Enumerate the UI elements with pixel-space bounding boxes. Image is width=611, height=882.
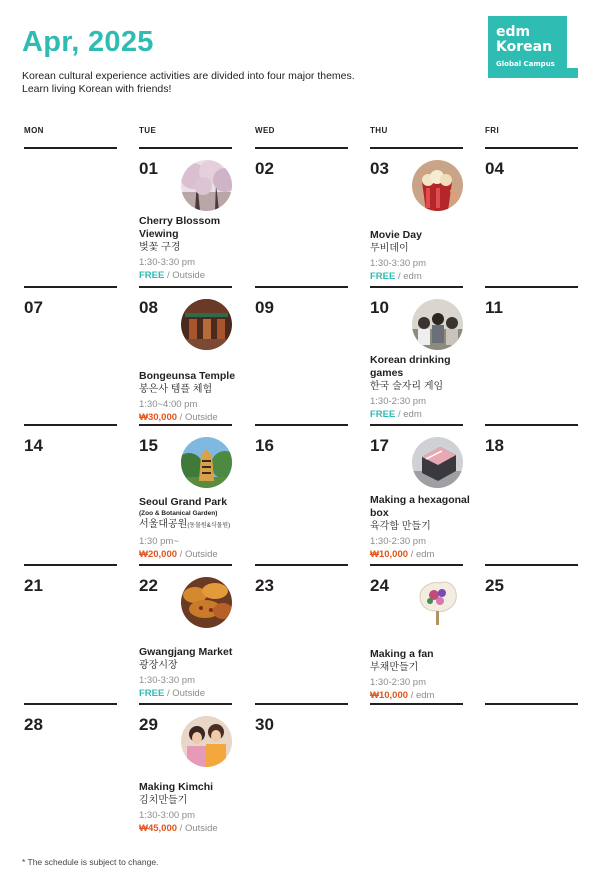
activity-title-korean	[139, 518, 240, 533]
calendar-cell-14	[24, 424, 117, 562]
calendar-cell-15	[139, 424, 232, 562]
activity-price	[370, 408, 471, 421]
day-number: 02	[255, 159, 274, 178]
calendar-cell-16	[255, 424, 348, 562]
price-value: ₩30,000	[139, 412, 178, 423]
day-number: 24	[370, 576, 389, 595]
activity	[370, 354, 471, 421]
calendar-cell-11	[485, 286, 578, 424]
brand-logo	[488, 16, 567, 68]
day-number: 03	[370, 159, 389, 178]
activity	[139, 496, 240, 561]
day-number: 15	[139, 436, 158, 455]
activity	[139, 781, 240, 835]
intro-line-2: Learn living Korean with friends!	[22, 83, 172, 95]
activity-title: Making a hexagonal box	[370, 494, 470, 519]
calendar-cell-07	[24, 286, 117, 424]
activity-price	[370, 548, 471, 561]
price-value: FREE	[370, 271, 396, 282]
temple-photo	[181, 299, 232, 350]
activity-price	[139, 269, 240, 282]
kimchi-photo	[181, 716, 232, 767]
day-number: 01	[139, 159, 158, 178]
activity	[139, 370, 240, 424]
activity-title: Bongeunsa Temple	[139, 370, 236, 382]
footnote: * The schedule is subject to change.	[22, 857, 159, 867]
day-number: 16	[255, 436, 274, 455]
activity-title: Making a fan	[370, 648, 434, 660]
fan-photo	[412, 577, 463, 628]
day-number: 08	[139, 298, 158, 317]
activity-price	[139, 687, 240, 700]
calendar-cell-24	[370, 564, 463, 702]
activity-price	[139, 822, 240, 835]
page-title: Apr, 2025	[22, 26, 154, 58]
activity-title: Gwangjang Market	[139, 646, 233, 658]
activity-location: / Outside	[164, 270, 206, 281]
day-number: 28	[24, 715, 43, 734]
weekday-thu: THU	[370, 126, 388, 135]
activity	[370, 648, 471, 702]
intro-text	[22, 70, 355, 96]
activity-location: / Outside	[177, 549, 218, 560]
activity	[139, 646, 240, 700]
day-number: 21	[24, 576, 43, 595]
day-number: 29	[139, 715, 158, 734]
calendar-cell-09	[255, 286, 348, 424]
activity-title-korean-note: (동물원&식물원)	[187, 523, 231, 529]
activity-time: 1:30-2:30 pm	[370, 396, 426, 407]
drinking-games-photo	[412, 299, 463, 350]
day-number: 25	[485, 576, 504, 595]
weekday-mon: MON	[24, 126, 44, 135]
activity-title-korean: 김치만들기	[139, 795, 188, 806]
popcorn-photo	[412, 160, 463, 211]
activity-time: 1:30-3:30 pm	[139, 675, 195, 686]
logo-line-2: Korean	[496, 39, 553, 55]
calendar-cell-02	[255, 147, 348, 285]
activity-time: 1:30-3:30 pm	[139, 257, 195, 268]
hexagonal-box-photo	[412, 437, 463, 488]
activity-location: / Outside	[164, 688, 206, 699]
calendar-cell-29	[139, 703, 232, 841]
activity-title: Making Kimchi	[139, 781, 214, 793]
activity-price	[139, 548, 240, 561]
activity-title-korean: 부채만들기	[370, 662, 419, 673]
calendar-cell-empty	[370, 703, 463, 841]
activity-location: / edm	[395, 271, 422, 282]
activity-time: 1:30-2:30 pm	[370, 677, 426, 688]
activity-title-korean-main: 서울대공원	[139, 519, 188, 530]
tiger-statue-photo	[181, 437, 232, 488]
day-number: 14	[24, 436, 43, 455]
day-number: 18	[485, 436, 504, 455]
logo-line-1: edm	[496, 24, 531, 40]
calendar-cell-28	[24, 703, 117, 841]
logo-line-3: Global Campus	[496, 60, 555, 68]
activity-title: Seoul Grand Park	[139, 496, 228, 508]
calendar-cell-25	[485, 564, 578, 702]
activity-title: Movie Day	[370, 229, 422, 241]
activity-title-korean: 벚꽃 구경	[139, 242, 181, 253]
activity-price	[139, 411, 240, 424]
calendar-cell-01	[139, 147, 232, 285]
price-value: FREE	[139, 270, 165, 281]
activity-price	[370, 270, 471, 283]
price-value: ₩10,000	[370, 690, 409, 701]
activity-time: 1:30 pm~	[139, 536, 179, 547]
activity-location: / Outside	[177, 823, 218, 834]
calendar-cell-empty	[485, 703, 578, 841]
calendar-cell-04	[485, 147, 578, 285]
activity-location: / edm	[395, 409, 422, 420]
activity	[370, 229, 471, 283]
activity	[139, 215, 240, 282]
calendar-cell-30	[255, 703, 348, 841]
price-value: ₩20,000	[139, 549, 178, 560]
activity-title: Cherry Blossom Viewing	[139, 215, 221, 240]
calendar-cell-08	[139, 286, 236, 424]
day-number: 22	[139, 576, 158, 595]
activity-title-korean: 광장시장	[139, 660, 178, 671]
day-number: 11	[485, 298, 503, 317]
weekday-tue: TUE	[139, 126, 157, 135]
calendar-cell-empty	[24, 147, 117, 285]
activity-time: 1:30-3:00 pm	[139, 810, 195, 821]
day-number: 10	[370, 298, 389, 317]
intro-line-1: Korean cultural experience activities are divided into four major themes.	[22, 70, 355, 82]
activity-location: / edm	[408, 690, 435, 701]
activity-title-korean: 육각함 만들기	[370, 521, 431, 532]
cherry-blossom-photo	[181, 160, 232, 211]
day-number: 17	[370, 436, 389, 455]
activity-location: / edm	[408, 549, 435, 560]
activity-price	[370, 689, 471, 702]
weekday-fri: FRI	[485, 126, 500, 135]
calendar-cell-18	[485, 424, 578, 562]
day-number: 23	[255, 576, 274, 595]
price-value: FREE	[370, 409, 396, 420]
activity-time: 1:30-3:30 pm	[370, 258, 426, 269]
price-value: ₩10,000	[370, 549, 409, 560]
activity-title-korean: 무비데이	[370, 243, 409, 254]
calendar-cell-03	[370, 147, 463, 285]
day-number: 04	[485, 159, 504, 178]
price-value: FREE	[139, 688, 165, 699]
activity-time: 1:30-2:30 pm	[370, 536, 426, 547]
calendar-cell-10	[370, 286, 463, 424]
weekday-wed: WED	[255, 126, 275, 135]
day-number: 07	[24, 298, 43, 317]
activity	[370, 494, 471, 561]
activity-location: / Outside	[177, 412, 218, 423]
calendar-cell-23	[255, 564, 348, 702]
activity-time: 1:30~4:00 pm	[139, 399, 198, 410]
activity-title-korean: 한국 술자리 게임	[370, 381, 444, 392]
activity-title: Korean drinking games	[370, 354, 451, 379]
calendar-cell-21	[24, 564, 117, 702]
calendar-cell-17	[370, 424, 470, 562]
price-value: ₩45,000	[139, 823, 178, 834]
activity-title-korean: 봉은사 템플 체험	[139, 384, 213, 395]
activity-subtitle: (Zoo & Botanical Garden)	[139, 510, 218, 517]
day-number: 09	[255, 298, 274, 317]
day-number: 30	[255, 715, 274, 734]
calendar-cell-22	[139, 564, 232, 702]
market-food-photo	[181, 577, 232, 628]
logo-shadow	[488, 68, 578, 78]
